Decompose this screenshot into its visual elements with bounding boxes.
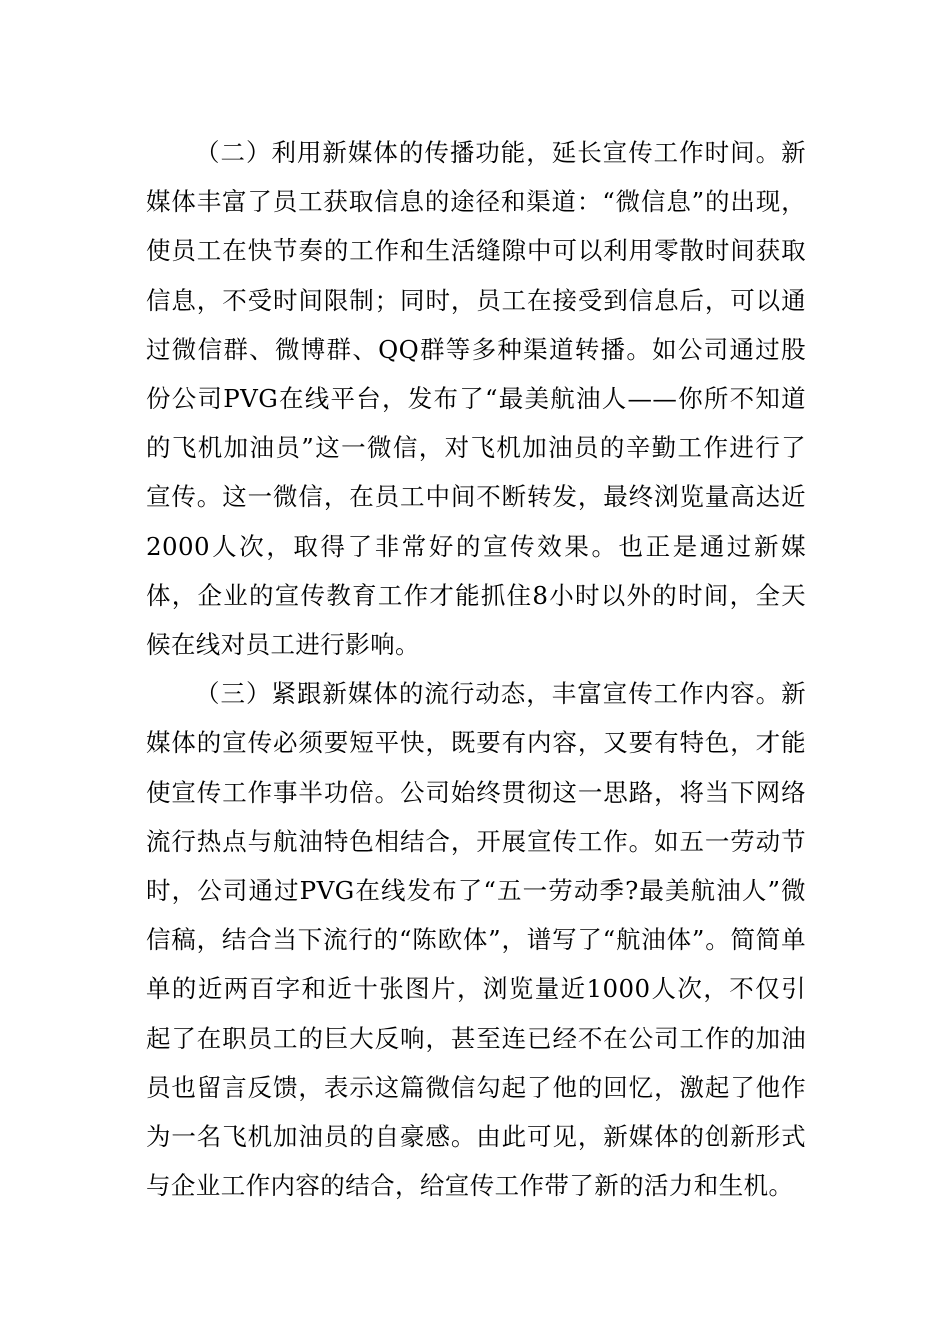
document-body bbox=[146, 128, 806, 1210]
paragraph-2: （二）利用新媒体的传播功能，延长宣传工作时间。新媒体丰富了员工获取信息的途径和渠道：“微信息”的出现，使员工在快节奏的工作和生活缝隙中可以利用零散时间获取信息，不受时间限制；同时，员工在接受到信息后，可以通过微信群、微博群、QQ群等多种渠道转播。如公司通过股份公司PVG在线平台，发布了“最美航油人——你所不知道的飞机加油员”这一微信，对飞机加油员的辛勤工作进行了宣传。这一微信，在员工中间不断转发，最终浏览量高达近2000人次，取得了非常好的宣传效果。也正是通过新媒体，企业的宣传教育工作才能抓住8小时以外的时间，全天候在线对员工进行影响。 bbox=[146, 138, 806, 660]
paragraph-3: （三）紧跟新媒体的流行动态，丰富宣传工作内容。新媒体的宣传必须要短平快，既要有内容，又要有特色，才能使宣传工作事半功倍。公司始终贯彻这一思路，将当下网络流行热点与航油特色相结合，开展宣传工作。如五一劳动节时，公司通过PVG在线发布了“五一劳动季?最美航油人”微信稿，结合当下流行的“陈欧体”，谱写了“航油体”。简简单单的近两百字和近十张图片，浏览量近1000人次，不仅引起了在职员工的巨大反响，甚至连已经不在公司工作的加油员也留言反馈，表示这篇微信勾起了他的回忆，激起了他作为一名飞机加油员的自豪感。由此可见，新媒体的创新形式与企业工作内容的结合，给宣传工作带了新的活力和生机。 bbox=[146, 679, 806, 1201]
